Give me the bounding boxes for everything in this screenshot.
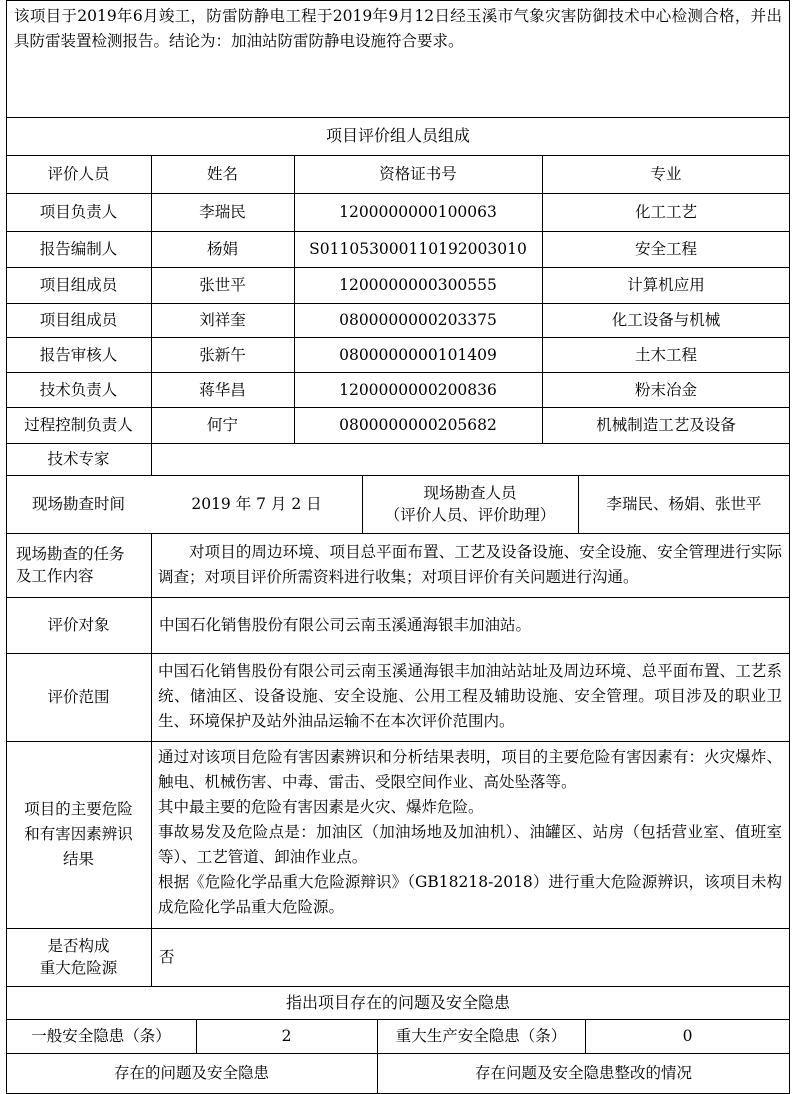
survey-people-label-line2: （评价人员、评价助理） (384, 506, 556, 524)
member-cert: 0800000000101409 (339, 345, 497, 364)
hazards-paragraph: 其中最主要的危险有害因素是火灾、爆炸危险。 (158, 798, 484, 816)
member-role: 项目组成员 (39, 311, 118, 329)
member-cert: S011053000110192003010 (309, 240, 527, 258)
task-label-line1: 现场勘查的任务 (16, 545, 125, 563)
header-cert: 资格证书号 (379, 165, 457, 183)
member-major: 计算机应用 (627, 276, 705, 294)
team-section-title: 项目评价组人员组成 (325, 126, 470, 145)
member-cert: 1200000000200836 (339, 380, 497, 399)
header-major: 专业 (650, 165, 682, 183)
object-text: 中国石化销售股份有限公司云南玉溪通海银丰加油站。 (159, 616, 532, 634)
hazards-label-line2: 和有害因素辨识 (24, 825, 133, 843)
major-hazard-label (6, 928, 151, 986)
major-hazard-value: 否 (159, 948, 175, 966)
member-role: 技术负责人 (39, 380, 118, 399)
member-name: 蒋华昌 (199, 380, 246, 399)
member-major: 机械制造工艺及设备 (596, 416, 736, 434)
scope-label: 评价范围 (47, 688, 110, 706)
member-role: 项目组成员 (39, 276, 118, 294)
task-label (6, 533, 151, 597)
major-production-hazard-label: 重大生产安全隐患（条） (395, 1027, 567, 1045)
task-text: 对项目的周边环境、项目总平面布置、工艺及设备设施、安全设施、安全管理进行实际调查；对项目评价所需资料进行收集；对项目评价有关问题进行沟通。 (158, 543, 782, 586)
general-hazard-count: 2 (281, 1027, 292, 1045)
member-major: 粉末冶金 (634, 380, 697, 399)
scope-text: 中国石化销售股份有限公司云南玉溪通海银丰加油站站址及周边环境、总平面布置、工艺系统、储油区、设备设施、安全设施、公用工程及辅助设施、安全管理。项目涉及的职业卫生、环境保护及站外油品运输不在本次评价范围内。 (158, 662, 782, 730)
member-cert: 1200000000300555 (339, 276, 497, 294)
hazards-paragraph: 根据《危险化学品重大危险源辩识》（GB18218-2018）进行重大危险源辨识，该项目未构成危险化学品重大危险源。 (158, 873, 782, 916)
member-major: 化工设备与机械 (611, 311, 721, 329)
survey-people-label-line1: 现场勘查人员 (423, 484, 517, 502)
member-role: 项目负责人 (39, 203, 118, 221)
member-major: 化工工艺 (634, 203, 697, 221)
member-cert: 1200000000100063 (339, 203, 497, 221)
general-hazard-label: 一般安全隐患（条） (31, 1027, 171, 1045)
survey-people-label (362, 475, 578, 533)
member-name: 张世平 (199, 276, 246, 294)
hazards-label (6, 741, 151, 928)
header-name: 姓名 (206, 165, 238, 183)
member-name: 李瑞民 (199, 203, 246, 221)
member-major: 土木工程 (634, 345, 697, 364)
object-label: 评价对象 (47, 616, 110, 634)
report-page (6, 0, 790, 1094)
major-production-hazard-count: 0 (682, 1027, 693, 1045)
hazards-text (158, 745, 782, 920)
survey-people-value: 李瑞民、杨娟、张世平 (606, 495, 762, 513)
hazards-paragraph: 通过对该项目危险有害因素辨识和分析结果表明，项目的主要危险有害因素有：火灾爆炸、触电、机械伤害、中毒、雷击、受限空间作业、高处坠落等。 (158, 748, 782, 791)
hazards-label-line3: 结果 (62, 850, 94, 868)
member-name: 何宁 (206, 416, 238, 434)
member-role: 报告编制人 (39, 240, 118, 258)
member-cert: 0800000000203375 (339, 311, 497, 329)
member-major: 安全工程 (634, 240, 697, 258)
survey-time-value: 2019 年 7 月 2 日 (191, 495, 322, 513)
rectification-column-header: 存在问题及安全隐患整改的情况 (474, 1064, 692, 1082)
header-role: 评价人员 (47, 165, 110, 183)
issues-column-header: 存在的问题及安全隐患 (113, 1064, 269, 1082)
member-role: 报告审核人 (39, 345, 118, 364)
task-label-line2: 及工作内容 (16, 567, 94, 585)
hazards-label-line1: 项目的主要危险 (24, 800, 133, 818)
member-name: 张新午 (199, 345, 246, 364)
member-name: 杨娟 (206, 240, 238, 258)
major-hazard-label-line2: 重大危险源 (39, 959, 118, 977)
member-cert: 0800000000205682 (339, 416, 497, 434)
issues-section-title: 指出项目存在的问题及安全隐患 (285, 992, 510, 1012)
expert-label: 技术专家 (47, 450, 110, 468)
member-name: 刘祥奎 (199, 311, 246, 329)
major-hazard-label-line1: 是否构成 (47, 937, 110, 955)
member-role: 过程控制负责人 (24, 416, 133, 434)
survey-time-label: 现场勘查时间 (31, 495, 125, 513)
intro-paragraph: 该项目于2019年6月竣工，防雷防静电工程于2019年9月12日经玉溪市气象灾害防御技术中心检测合格，并出具防雷装置检测报告。结论为：加油站防雷防静电设施符合要求。 (14, 7, 782, 50)
hazards-paragraph: 事故易发及危险点是：加油区（加油场地及加油机）、油罐区、站房（包括营业室、值班室等）、工艺管道、卸油作业点。 (158, 823, 782, 866)
